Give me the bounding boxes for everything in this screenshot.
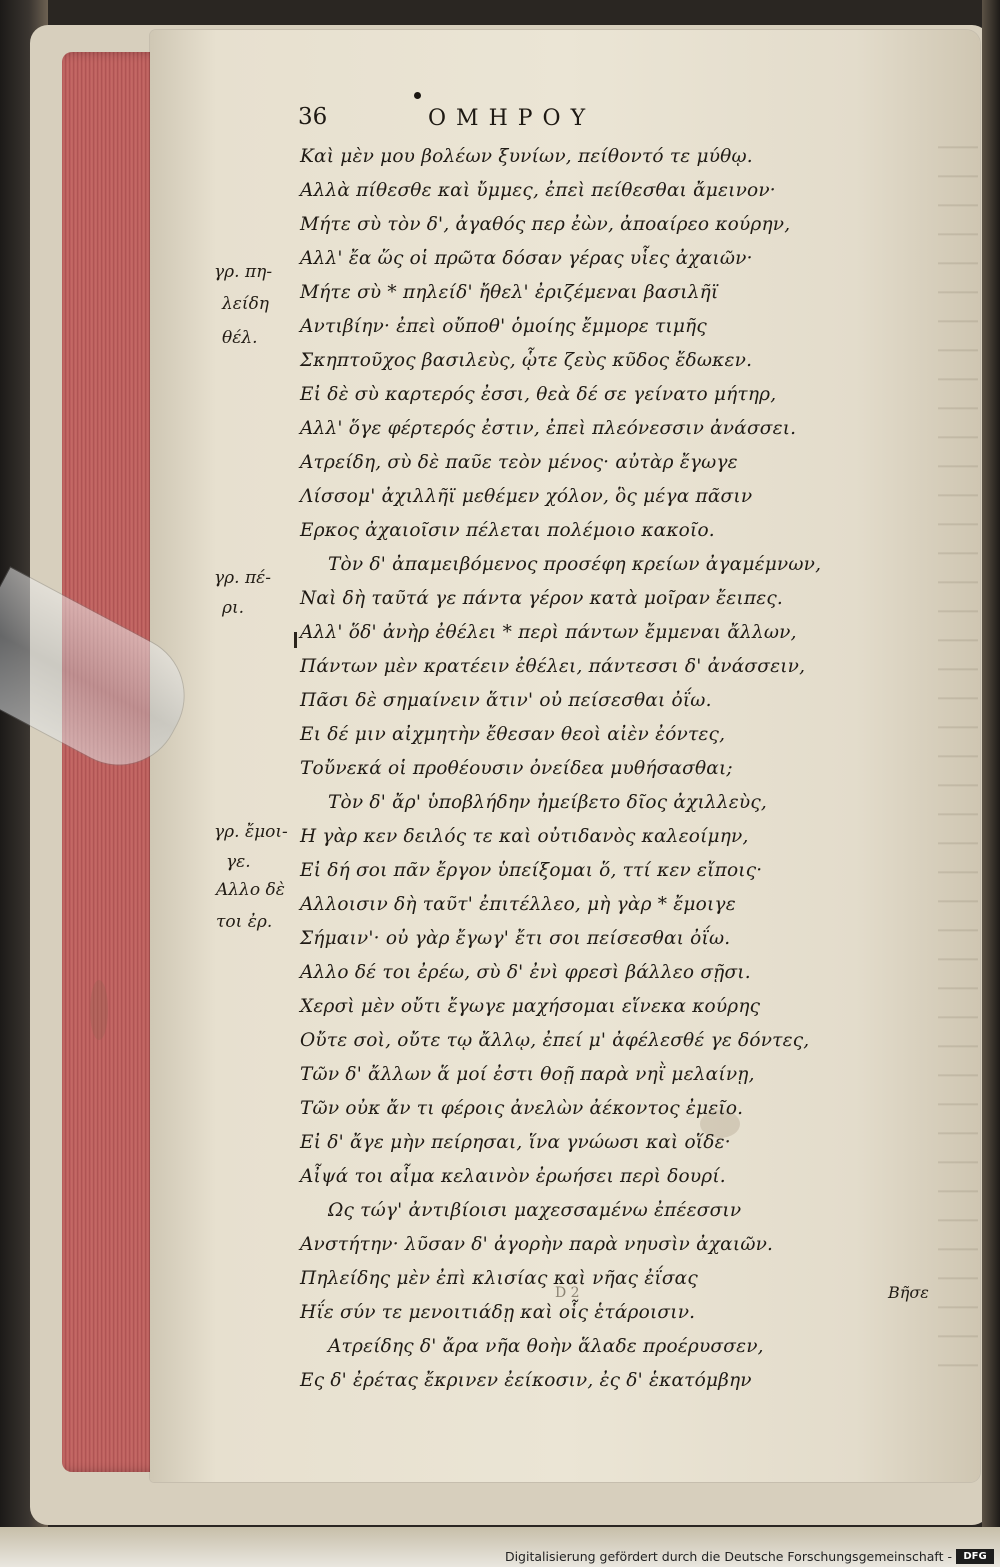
signature-mark: D 2 <box>555 1285 580 1301</box>
verse-line: Πηλείδης μὲν ἐπὶ κλισίας καὶ νῆας ἐΐσας <box>300 1268 698 1289</box>
running-head: ΟΜΗΡΟΥ <box>428 106 596 131</box>
verse-line: Ερκος ἀχαιοῖσιν πέλεται πολέμοιο κακοῖο. <box>300 520 715 541</box>
verse-line: Πάντων μὲν κρατέειν ἐθέλει, πάντεσσι δ' ἀνάσσειν, <box>300 656 806 677</box>
verse-line: Ει δέ μιν αἰχμητὴν ἔθεσαν θεοὶ αἰὲν ἐόντες, <box>300 724 726 745</box>
verse-line: Οὔτε σοὶ, οὔτε τῳ ἄλλῳ, ἐπεί μ' ἀφέλεσθέ γε δόντες, <box>300 1030 810 1051</box>
header-dot <box>414 92 421 99</box>
verse-line: Πᾶσι δὲ σημαίνειν ἅτιν' οὐ πείσεσθαι ὀΐω. <box>300 690 712 711</box>
verse-line: Αλλο δέ τοι ἐρέω, σὺ δ' ἐνὶ φρεσὶ βάλλεο σῇσι. <box>300 962 751 983</box>
verse-line: Μήτε σὺ τὸν δ', ἀγαθός περ ἐὼν, ἀποαίρεο κούρην, <box>300 214 791 235</box>
margin-gloss: γρ. πη- <box>214 262 273 282</box>
verse-line: Ως τώγ' ἀντιβίοισι μαχεσσαμένω ἐπέεσσιν <box>328 1200 742 1221</box>
verse-line: Αἶψά τοι αἷμα κελαινὸν ἐρωήσει περὶ δουρί. <box>300 1166 726 1187</box>
stain-mark <box>90 980 108 1040</box>
margin-gloss: τοι ἐρ. <box>216 912 273 932</box>
verse-line: Ηΐε σύν τε μενοιτιάδῃ καὶ οἷς ἑτάροισιν. <box>300 1302 696 1323</box>
verse-line: Ατρείδη, σὺ δὲ παῦε τεὸν μένος· αὐτὰρ ἔγωγε <box>300 452 738 473</box>
funding-credit: Digitalisierung gefördert durch die Deutsche Forschungsgemeinschaft - <box>504 1549 952 1564</box>
verse-line: Αλλ' ὅδ' ἀνὴρ ἐθέλει * περὶ πάντων ἔμμεναι ἄλλων, <box>300 622 797 643</box>
verse-line: Ες δ' ἐρέτας ἔκρινεν ἐείκοσιν, ἐς δ' ἑκατόμβην <box>300 1370 752 1391</box>
verse-line: Αλλ' ὅγε φέρτερός ἐστιν, ἐπεὶ πλεόνεσσιν ἀνάσσει. <box>300 418 797 439</box>
verse-line: Σκηπτοῦχος βασιλεὺς, ᾧτε ζεὺς κῦδος ἔδωκεν. <box>300 350 753 371</box>
verse-line: Αντιβίην· ἐπεὶ οὔποθ' ὁμοίης ἔμμορε τιμῆς <box>300 316 707 337</box>
verse-line: Καὶ μὲν μου βολέων ξυνίων, πείθοντό τε μύθῳ. <box>300 146 753 167</box>
margin-gloss: γρ. ἔμοι- <box>214 822 288 842</box>
verse-line: Αλλὰ πίθεσθε καὶ ὔμμες, ἐπεὶ πείθεσθαι ἄμεινον· <box>300 180 776 201</box>
margin-gloss: ρι. <box>222 598 245 618</box>
verse-line: Μήτε σὺ * πηλείδ' ἤθελ' ἐριζέμεναι βασιλῆϊ <box>300 282 719 303</box>
verse-line: Τῶν δ' ἄλλων ἅ μοί ἐστι θοῇ παρὰ νηῒ μελαίνῃ, <box>300 1064 755 1085</box>
verse-line: Τὸν δ' ἀπαμειβόμενος προσέφη κρείων ἀγαμέμνων, <box>328 554 822 575</box>
verse-line: Ατρείδης δ' ἄρα νῆα θοὴν ἅλαδε προέρυσσεν, <box>328 1336 764 1357</box>
verse-line: Τῶν οὐκ ἄν τι φέροις ἀνελὼν ἀέκοντος ἐμεῖο. <box>300 1098 744 1119</box>
dfg-logo: DFG <box>956 1549 994 1564</box>
verse-line: Η γὰρ κεν δειλός τε καὶ οὐτιδανὸς καλεοίμην, <box>300 826 749 847</box>
verse-line: Αλλ' ἔα ὥς οἱ πρῶτα δόσαν γέρας υἷες ἀχαιῶν· <box>300 248 753 269</box>
verse-line: Τοὔνεκά οἱ προθέουσιν ὀνείδεα μυθήσασθαι; <box>300 758 733 779</box>
margin-gloss: γρ. πέ- <box>214 568 272 588</box>
margin-bracket <box>294 632 297 648</box>
footer-bar <box>0 1545 1000 1567</box>
verse-line: Ανστήτην· λῦσαν δ' ἀγορὴν παρὰ νηυσὶν ἀχαιῶν. <box>300 1234 774 1255</box>
catchword: Βῆσε <box>888 1283 929 1302</box>
verse-line: Τὸν δ' ἄρ' ὑποβλήδην ἠμείβετο δῖος ἀχιλλεὺς, <box>328 792 767 813</box>
verse-line: Σήμαιν'· οὐ γὰρ ἔγωγ' ἔτι σοι πείσεσθαι ὀΐω. <box>300 928 731 949</box>
margin-gloss: θέλ. <box>222 328 258 348</box>
verse-line: Εἰ δὲ σὺ καρτερός ἐσσι, θεὰ δέ σε γείνατο μήτηρ, <box>300 384 777 405</box>
page-number: 36 <box>298 104 328 130</box>
verse-line: Ναὶ δὴ ταῦτά γε πάντα γέρον κατὰ μοῖραν ἔειπες. <box>300 588 783 609</box>
margin-gloss: λείδη <box>222 294 269 314</box>
binding-right <box>982 0 1000 1567</box>
verse-line: Χερσὶ μὲν οὔτι ἔγωγε μαχήσομαι εἵνεκα κούρης <box>300 996 761 1017</box>
verse-line: Εἰ δ' ἄγε μὴν πείρησαι, ἵνα γνώωσι καὶ οἵδε· <box>300 1132 731 1153</box>
verse-line: Λίσσομ' ἀχιλλῆϊ μεθέμεν χόλον, ὃς μέγα πᾶσιν <box>300 486 753 507</box>
margin-gloss: γε. <box>226 852 251 872</box>
margin-gloss: Αλλο δὲ <box>216 880 285 900</box>
verse-line: Αλλοισιν δὴ ταῦτ' ἐπιτέλλεο, μὴ γὰρ * ἔμοιγε <box>300 894 736 915</box>
show-through-text <box>938 120 978 1370</box>
verse-block <box>300 140 940 1398</box>
verse-line: Εἰ δή σοι πᾶν ἔργον ὑπείξομαι ὅ, ττί κεν εἴποις· <box>300 860 763 881</box>
